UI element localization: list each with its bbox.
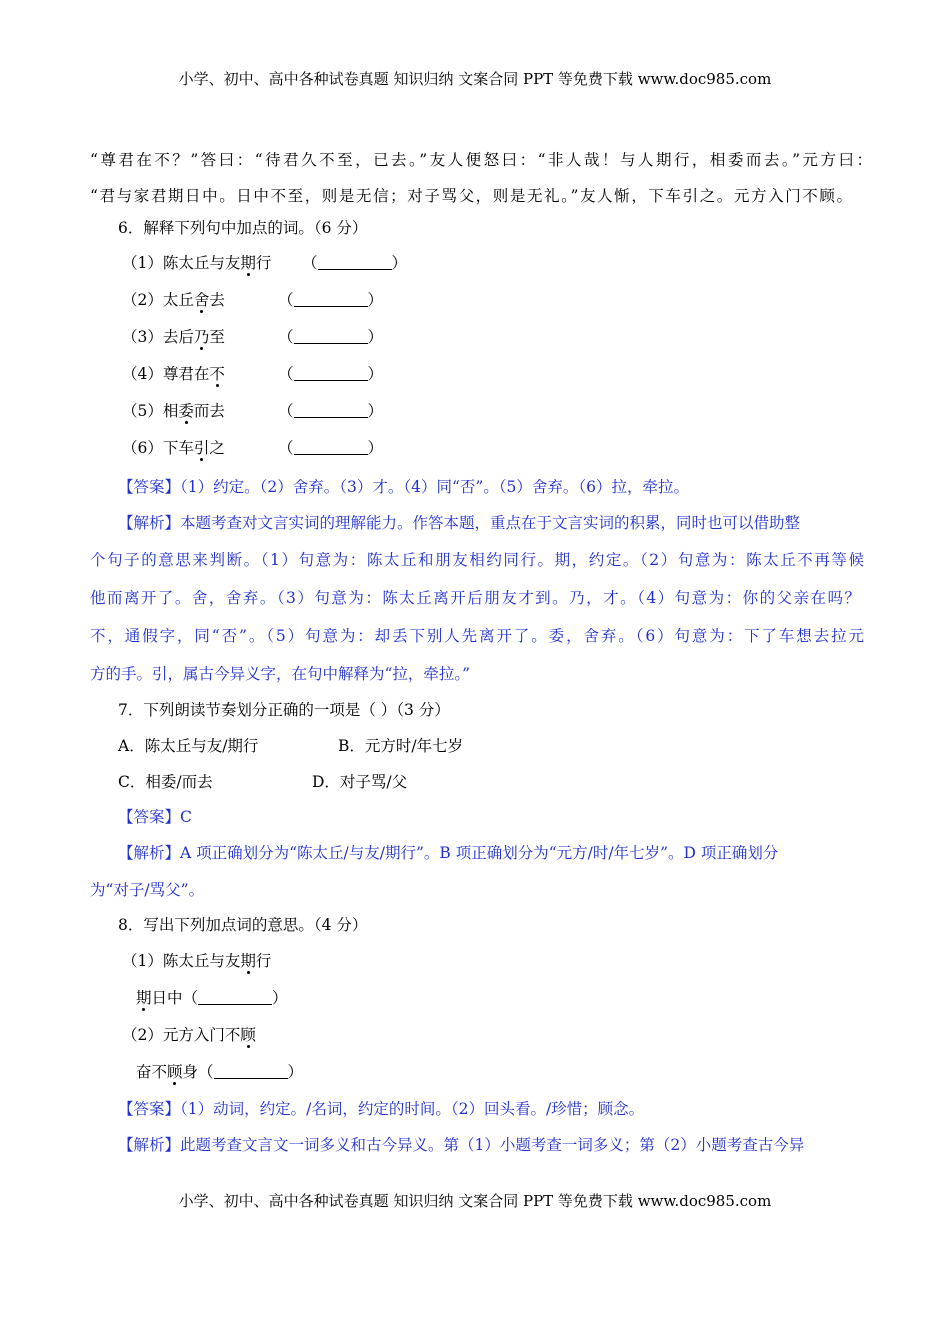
q6-analysis-line: 他而离开了。舍，舍弃。（3）句意为：陈太丘离开后朋友才到。乃，才。（4）句意为：你的父亲在吗？ (90, 589, 860, 607)
q8-blank-line[interactable]: 奋不顾身（ ） (136, 1063, 304, 1081)
q6-item: （3）去后乃至 (122, 328, 225, 346)
page-footer: 小学、初中、高中各种试卷真题 知识归纳 文案合同 PPT 等免费下载 www.doc985.com (178, 1192, 772, 1210)
q6-item: （6）下车引之 (122, 439, 225, 457)
emphasis-dot-char: 舍 (193, 291, 210, 309)
q6-item: （2）太丘舍去 (122, 291, 225, 309)
q8-item: （1）陈太丘与友期行 (122, 952, 272, 970)
answer-blank[interactable]: （ ） (278, 439, 384, 457)
passage-line: “尊君在不？”答曰：“待君久不至，已去。”友人便怒曰：“非人哉！与人期行，相委而去。”元方曰： (90, 151, 872, 169)
q7-option-b[interactable]: B．元方时/年七岁 (338, 737, 464, 755)
q8-blank-line[interactable]: 期日中（ ） (136, 989, 288, 1007)
emphasis-dot-char: 顾 (167, 1063, 183, 1081)
q6-answer: 【答案】（1）约定。（2）舍弃。（3）才。（4）同“否”。（5）舍弃。（6）拉，牵拉。 (118, 478, 690, 496)
q7-analysis-line: 【解析】A 项正确划分为“陈太丘/与友/期行”。B 项正确划分为“元方/时/年七岁”。D 项正确划分 (118, 844, 779, 862)
q6-analysis-line: 不，通假字，同“否”。（5）句意为：却丢下别人先离开了。委，舍弃。（6）句意为：下了车想去拉元 (90, 627, 864, 645)
q7-option-c[interactable]: C．相委/而去 (118, 773, 213, 791)
emphasis-dot-char: 顾 (240, 1026, 256, 1044)
q8-item: （2）元方入门不顾 (122, 1026, 256, 1044)
q7-answer: 【答案】C (118, 808, 192, 826)
passage-line: “君与家君期日中。日中不至，则是无信；对子骂父，则是无礼。”友人惭，下车引之。元方入门不顾。 (90, 187, 852, 205)
q6-item: （4）尊君在不 (122, 365, 225, 383)
q7-option-a[interactable]: A．陈太丘与友/期行 (118, 737, 259, 755)
q6-analysis-line: 【解析】本题考查对文言实词的理解能力。作答本题，重点在于文言实词的积累，同时也可以借助整 (118, 514, 801, 532)
page-header: 小学、初中、高中各种试卷真题 知识归纳 文案合同 PPT 等免费下载 www.doc985.com (178, 70, 772, 88)
answer-blank[interactable]: （ ） (302, 254, 408, 272)
q7-option-d[interactable]: D．对子骂/父 (312, 773, 408, 791)
emphasis-dot-char: 期 (136, 989, 152, 1007)
emphasis-dot-char: 乃 (193, 328, 210, 346)
answer-blank[interactable]: （ ） (278, 402, 384, 420)
q7-analysis-line: 为“对子/骂父”。 (90, 881, 205, 899)
emphasis-dot-char: 期 (240, 952, 256, 970)
q6-title: 6．解释下列句中加点的词。（6 分） (118, 219, 368, 237)
q6-analysis-line: 方的手。引，属古今异义字，在句中解释为“拉，牵拉。” (90, 665, 471, 683)
answer-blank[interactable]: （ ） (278, 365, 384, 383)
emphasis-dot-char: 委 (178, 402, 194, 420)
q6-analysis-line: 个句子的意思来判断。（1）句意为：陈太丘和朋友相约同行。期，约定。（2）句意为：陈太丘不再等候 (90, 551, 864, 569)
answer-blank[interactable]: （ ） (278, 328, 384, 346)
emphasis-dot-char: 引 (193, 439, 210, 457)
q8-title: 8．写出下列加点词的意思。（4 分） (118, 916, 368, 934)
q8-answer: 【答案】（1）动词，约定。/名词，约定的时间。（2）回头看。/珍惜；顾念。 (118, 1100, 645, 1118)
emphasis-dot-char: 不 (209, 365, 225, 383)
q8-analysis-line: 【解析】此题考查文言文一词多义和古今异义。第（1）小题考查一词多义；第（2）小题考查古今异 (118, 1136, 805, 1154)
q6-item: （1）陈太丘与友期行 (122, 254, 272, 272)
emphasis-dot-char: 期 (240, 254, 256, 272)
q6-item: （5）相委而去 (122, 402, 225, 420)
q7-title: 7．下列朗读节奏划分正确的一项是（ ）（3 分） (118, 701, 450, 719)
answer-blank[interactable]: （ ） (278, 291, 384, 309)
